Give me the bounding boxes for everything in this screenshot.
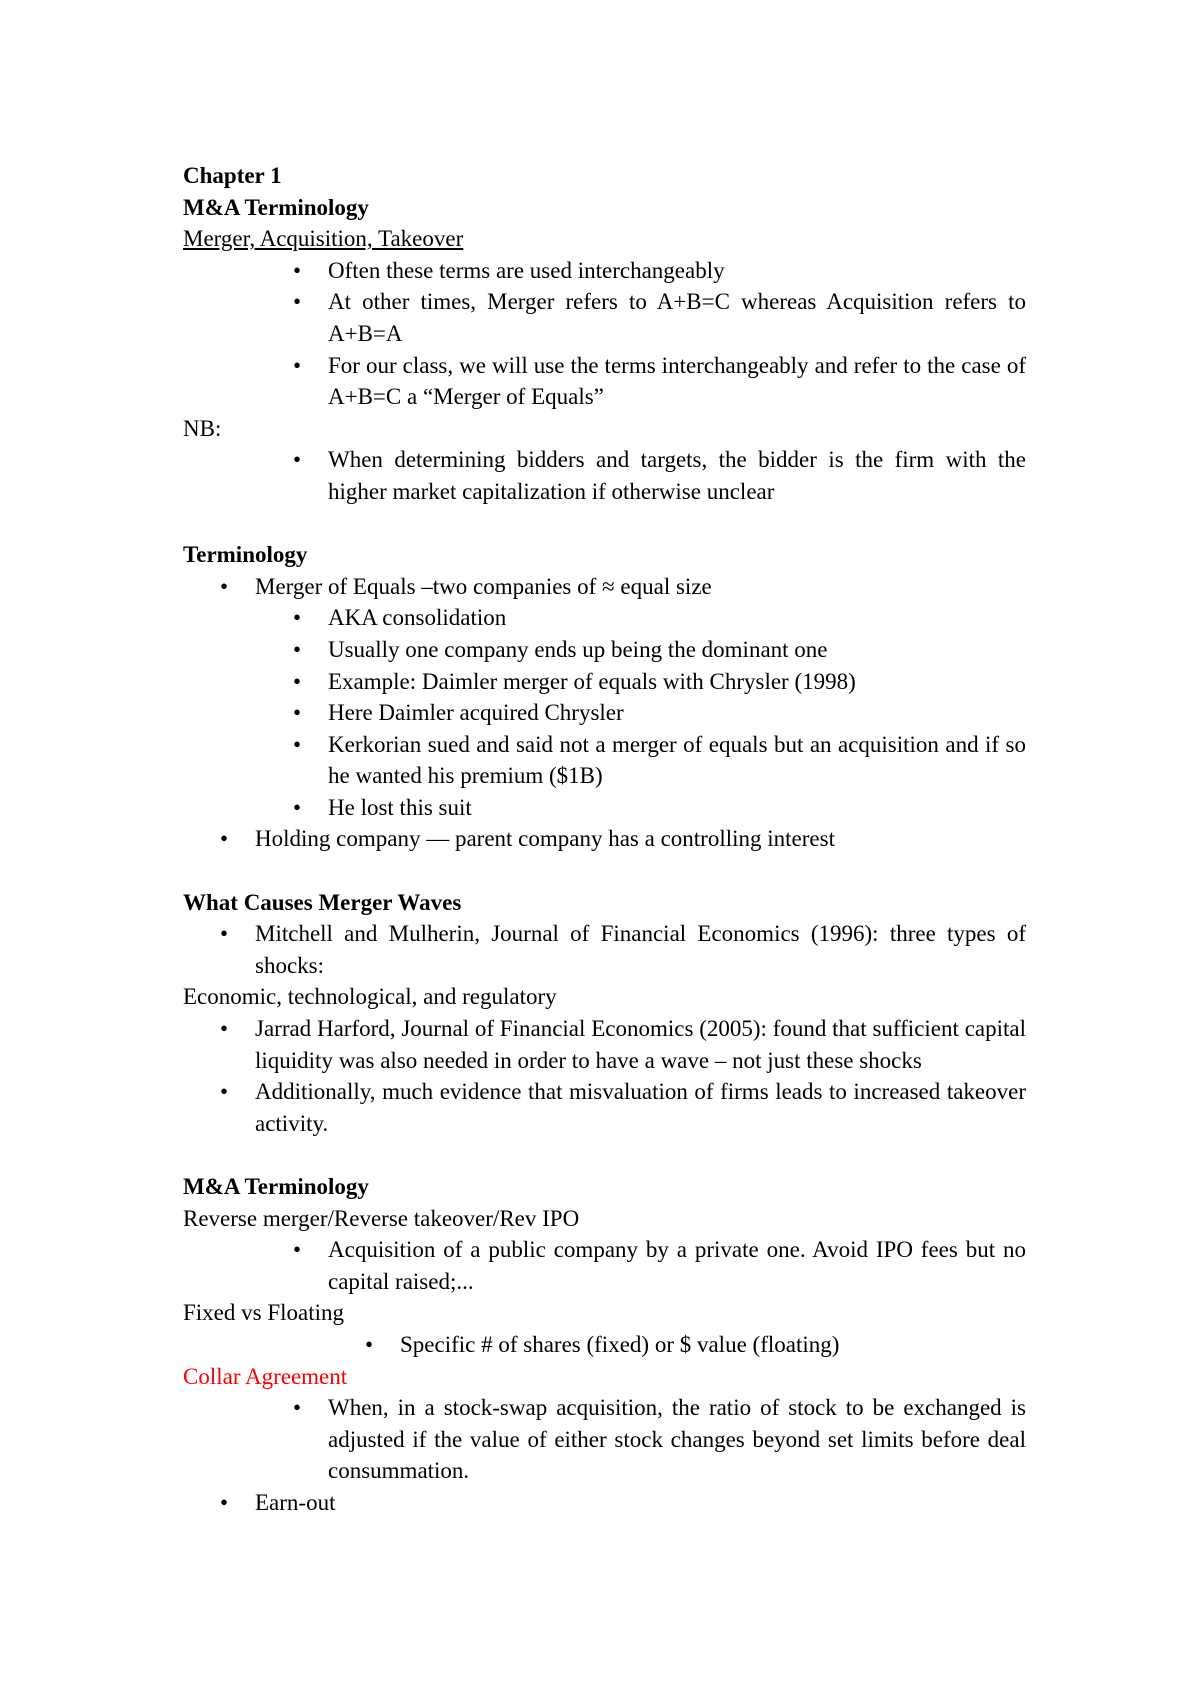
bullet-item <box>183 1392 1026 1487</box>
sub-bullet-item <box>183 697 1026 729</box>
sub-bullet-item <box>183 602 1026 634</box>
bullet-text: AKA consolidation <box>328 605 507 631</box>
section-heading-terminology: Terminology <box>183 542 308 568</box>
bullet-icon: • <box>220 1016 229 1042</box>
bullet-icon: • <box>293 794 302 820</box>
bullet-icon: • <box>220 921 229 947</box>
sub-bullet-item <box>183 666 1026 698</box>
bullet-icon: • <box>365 1331 374 1357</box>
bullet-text: Usually one company ends up being the dominant one <box>328 636 828 662</box>
bullet-icon: • <box>293 257 302 283</box>
bullet-item <box>183 1329 1026 1361</box>
bullet-icon: • <box>293 700 302 726</box>
bullet-text: Mitchell and Mulherin, Journal of Financial Economics (1996): three types of shocks: <box>255 921 1026 978</box>
bullet-text: Often these terms are used interchangeably <box>328 257 725 283</box>
bullet-text: Earn-out <box>255 1489 336 1515</box>
sub-bullet-item <box>183 792 1026 824</box>
document-page <box>183 160 1026 1519</box>
bullet-text: Holding company — parent company has a controlling interest <box>255 826 835 852</box>
section-heading-merger-waves: What Causes Merger Waves <box>183 889 462 915</box>
bullet-icon: • <box>293 731 302 757</box>
bullet-text: Kerkorian sued and said not a merger of equals but an acquisition and if so he wanted his premium ($1B) <box>328 731 1026 789</box>
bullet-icon: • <box>293 1237 302 1263</box>
chapter-heading: Chapter 1 <box>183 163 282 188</box>
bullet-text: He lost this suit <box>328 794 472 820</box>
blank-line <box>183 508 1026 540</box>
bullet-icon: • <box>220 1489 229 1515</box>
nb-label: NB: <box>183 415 222 441</box>
blank-line <box>183 1139 1026 1171</box>
bullet-item <box>183 255 1026 287</box>
bullet-text: Merger of Equals –two companies of ≈ equal size <box>255 573 712 599</box>
bullet-item <box>183 918 1026 981</box>
bullet-icon: • <box>293 289 302 315</box>
bullet-text: Additionally, much evidence that misvaluation of firms leads to increased takeover activity. <box>255 1079 1026 1136</box>
bullet-item <box>183 350 1026 413</box>
bullet-item <box>183 571 1026 603</box>
bullet-icon: • <box>293 447 302 473</box>
bullet-text: Here Daimler acquired Chrysler <box>328 700 624 726</box>
bullet-item <box>183 286 1026 349</box>
subheading-collar-agreement: Collar Agreement <box>183 1363 348 1389</box>
bullet-icon: • <box>293 1395 302 1421</box>
bullet-text: For our class, we will use the terms interchangeably and refer to the case of A+B=C a “Merger of Equals” <box>328 352 1026 410</box>
bullet-icon: • <box>220 573 229 599</box>
bullet-text: Jarrad Harford, Journal of Financial Economics (2005): found that sufficient capital liquidity was also needed in order to have a wave – not just these shocks <box>255 1016 1026 1073</box>
bullet-icon: • <box>293 605 302 631</box>
bullet-item <box>183 1076 1026 1139</box>
section-heading-ma-terminology: M&A Terminology <box>183 194 369 220</box>
subheading-fixed-vs-floating: Fixed vs Floating <box>183 1300 345 1326</box>
bullet-icon: • <box>293 352 302 378</box>
bullet-text: Example: Daimler merger of equals with Chrysler (1998) <box>328 668 856 694</box>
bullet-icon: • <box>220 1079 229 1105</box>
bullet-item <box>183 444 1026 507</box>
bullet-item <box>183 823 1026 855</box>
bullet-item <box>183 1234 1026 1297</box>
bullet-icon: • <box>293 636 302 662</box>
section-heading-ma-terminology-2: M&A Terminology <box>183 1174 369 1199</box>
bullet-text: Specific # of shares (fixed) or $ value (floating) <box>400 1331 840 1357</box>
bullet-icon: • <box>220 826 229 852</box>
bullet-item <box>183 1013 1026 1076</box>
bullet-item <box>183 1487 1026 1519</box>
bullet-text: When determining bidders and targets, the bidder is the firm with the higher market capitalization if otherwise unclear <box>328 447 1026 504</box>
bullet-text: Acquisition of a public company by a private one. Avoid IPO fees but no capital raised;... <box>328 1237 1026 1294</box>
sub-bullet-item <box>183 634 1026 666</box>
plain-text-line: Economic, technological, and regulatory <box>183 984 557 1010</box>
bullet-icon: • <box>293 668 302 694</box>
bullet-text: At other times, Merger refers to A+B=C whereas Acquisition refers to A+B=A <box>328 289 1026 346</box>
bullet-text: When, in a stock-swap acquisition, the ratio of stock to be exchanged is adjusted if the value of either stock changes beyond set limits before deal consummation. <box>328 1395 1026 1484</box>
subheading-reverse-merger: Reverse merger/Reverse takeover/Rev IPO <box>183 1205 580 1231</box>
subheading-merger-acquisition-takeover: Merger, Acquisition, Takeover <box>183 226 464 252</box>
sub-bullet-item <box>183 729 1026 792</box>
blank-line <box>183 855 1026 887</box>
